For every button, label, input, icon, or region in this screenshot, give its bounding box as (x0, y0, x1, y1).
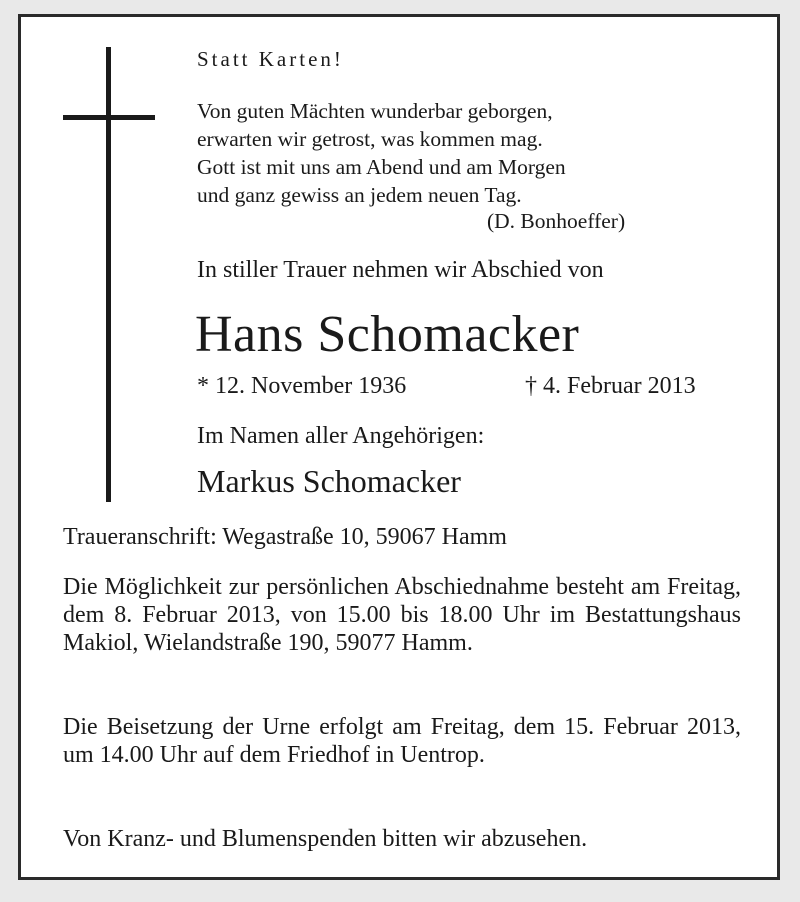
notice-heading: Statt Karten! (197, 47, 344, 71)
obituary-notice (18, 14, 780, 880)
flowers-paragraph: Von Kranz- und Blumenspenden bitten wir abzusehen. (63, 826, 588, 852)
poem-text: Von guten Mächten wunderbar geborgen, erwarten wir getrost, was kommen mag. Gott ist mit uns am Abend und am Morgen und ganz gewiss an jedem neuen Tag. (197, 99, 566, 207)
mourning-address: Traueranschrift: Wegastraße 10, 59067 Hamm (63, 524, 507, 550)
cross-horizontal-bar (63, 115, 155, 120)
signer-name: Markus Schomacker (197, 463, 461, 499)
viewing-paragraph: Die Möglichkeit zur persönlichen Abschiednahme besteht am Freitag, dem 8. Februar 2013, von 15.00 bis 18.00 Uhr im Bestattungshaus Makiol, Wielandstraße 190, 59077 Hamm. (63, 574, 741, 656)
farewell-intro: In stiller Trauer nehmen wir Abschied von (197, 257, 604, 283)
burial-paragraph: Die Beisetzung der Urne erfolgt am Freitag, dem 15. Februar 2013, um 14.00 Uhr auf dem Friedhof in Uentrop. (63, 714, 741, 768)
death-date: † 4. Februar 2013 (525, 373, 696, 399)
deceased-name: Hans Schomacker (195, 306, 580, 363)
poem-attribution: (D. Bonhoeffer) (487, 209, 626, 233)
birth-date: * 12. November 1936 (197, 373, 407, 399)
on-behalf-label: Im Namen aller Angehörigen: (197, 423, 485, 449)
